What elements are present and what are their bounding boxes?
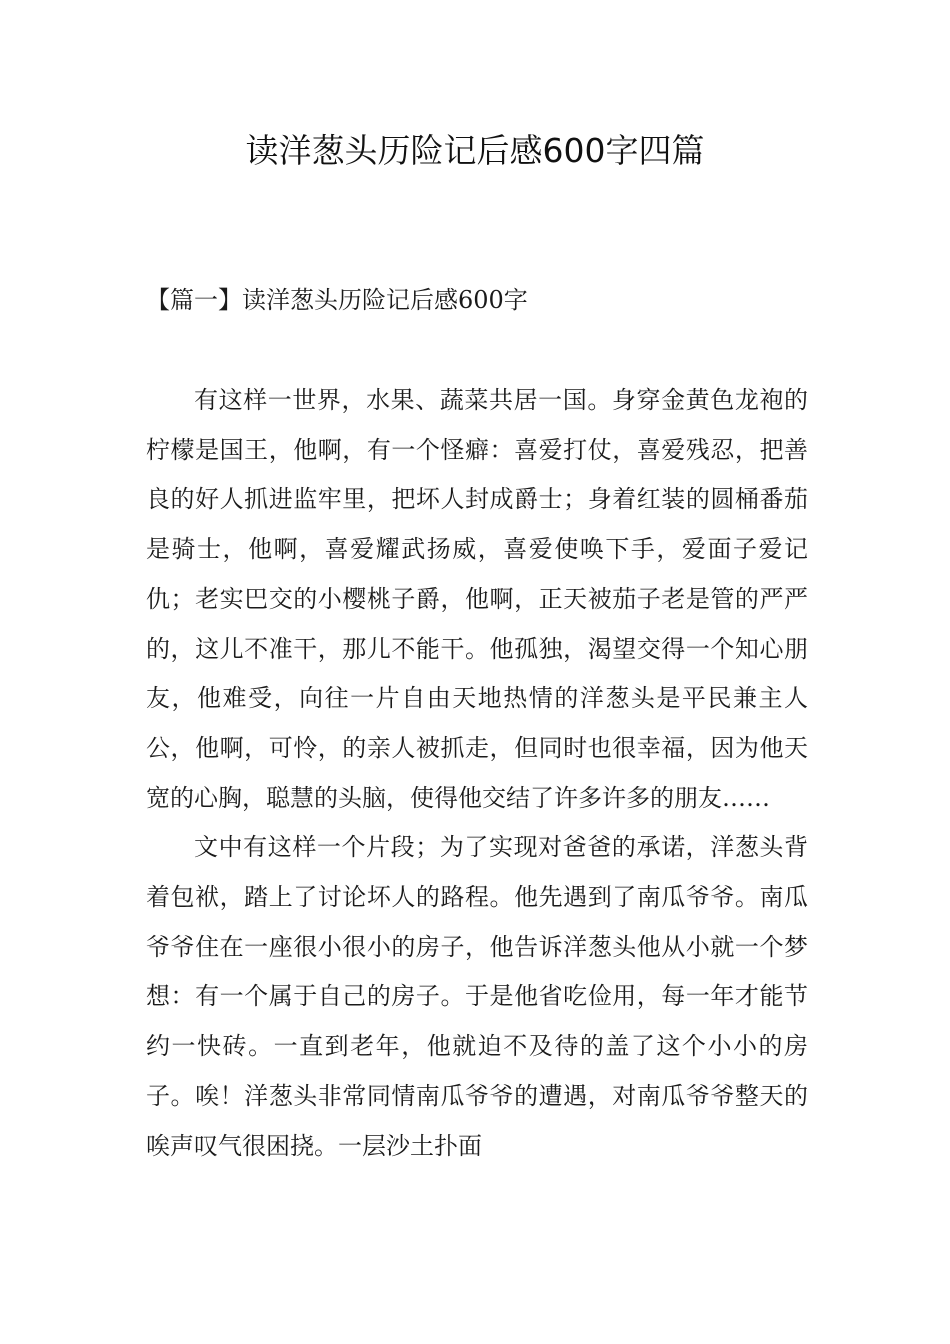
document-body [146,376,808,1171]
paragraph: 文中有这样一个片段；为了实现对爸爸的承诺，洋葱头背着包袱，踏上了讨论坏人的路程。他先遇到了南瓜爷爷。南瓜爷爷住在一座很小很小的房子，他告诉洋葱头他从小就一个梦想：有一个属于自己的房子。于是他省吃俭用，每一年才能节约一快砖。一直到老年，他就迫不及待的盖了这个小小的房子。唉！洋葱头非常同情南瓜爷爷的遭遇，对南瓜爷爷整天的唉声叹气很困挠。一层沙土扑面 [146,833,808,1160]
section-heading: 【篇一】读洋葱头历险记后感600字 [146,286,528,314]
document-title: 读洋葱头历险记后感600字四篇 [245,131,705,170]
paragraph: 有这样一世界，水果、蔬菜共居一国。身穿金黄色龙袍的柠檬是国王，他啊，有一个怪癖：喜爱打仗，喜爱残忍，把善良的好人抓进监牢里，把坏人封成爵士；身着红装的圆桶番茄是骑士，他啊，喜爱耀武扬威，喜爱使唤下手，爱面子爱记仇；老实巴交的小樱桃子爵，他啊，正天被茄子老是管的严严的，这儿不准干，那儿不能干。他孤独，渴望交得一个知心朋友，他难受，向往一片自由天地热情的洋葱头是平民兼主人公，他啊，可怜，的亲人被抓走，但同时也很幸福，因为他天宽的心胸，聪慧的头脑，使得他交结了许多许多的朋友…… [146,386,808,812]
